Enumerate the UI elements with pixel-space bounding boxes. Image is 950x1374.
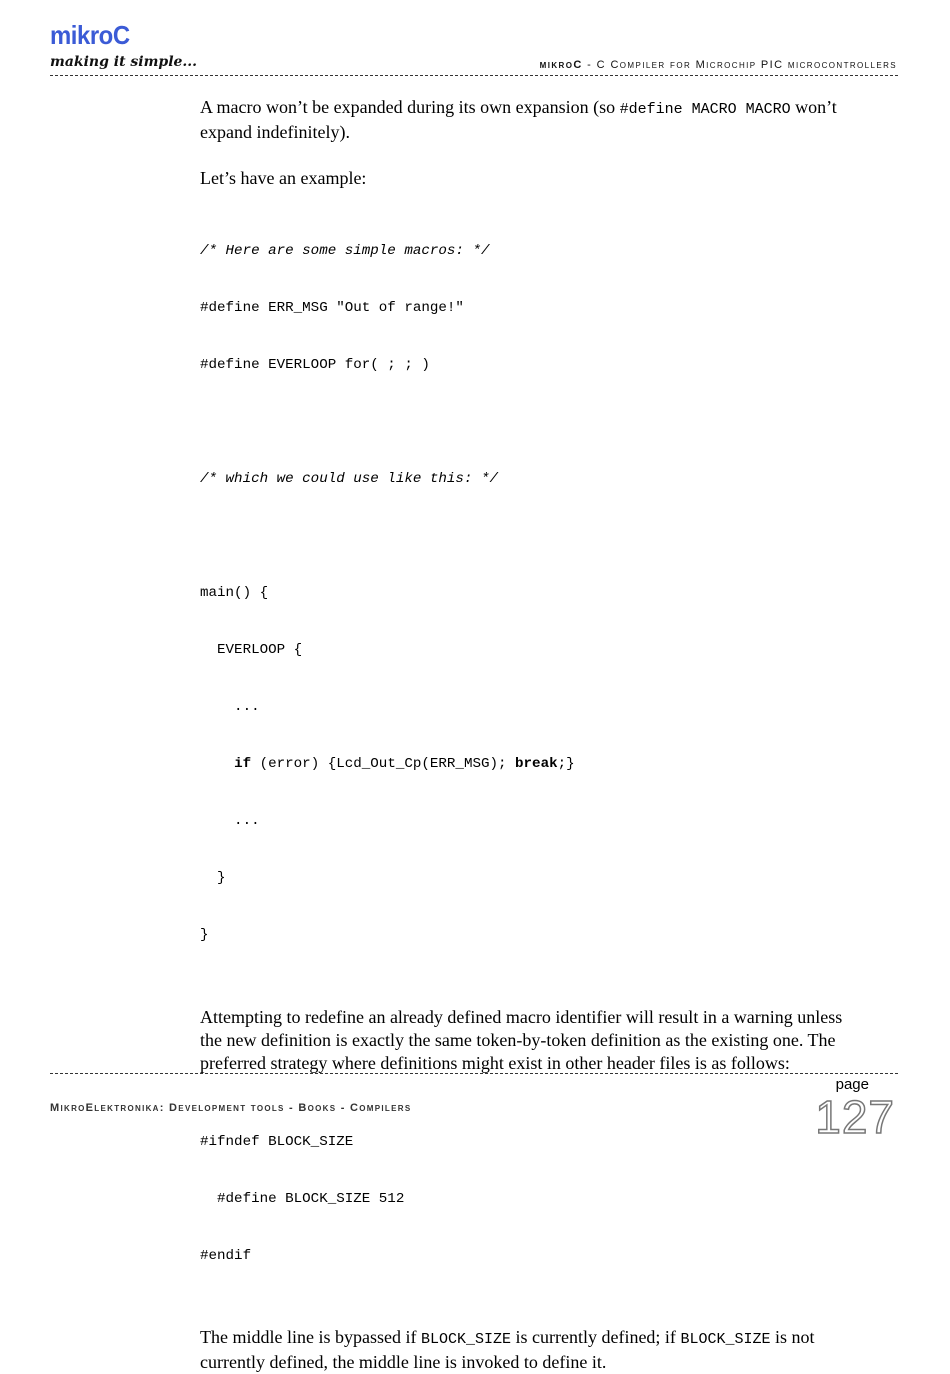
- page-number: 127: [815, 1091, 895, 1143]
- code-block-ifndef: [200, 1095, 850, 1304]
- page-content: [200, 96, 850, 1374]
- paragraph-middle-line: [200, 1326, 850, 1374]
- code-line: [200, 527, 850, 546]
- inline-code: BLOCK_SIZE: [680, 1331, 771, 1348]
- footer-text: MikroElektronika: Development tools - Books - Compilers: [50, 1102, 412, 1114]
- paragraph-text: won’t expand indefinitely).: [200, 97, 837, 142]
- code-line: }: [200, 870, 226, 886]
- mikroc-logo: mikroC: [50, 20, 130, 50]
- code-line: #endif: [200, 1248, 252, 1264]
- code-line: [200, 755, 850, 774]
- code-line: #define EVERLOOP for( ; ; ): [200, 357, 430, 373]
- paragraph-text: A macro won’t be expanded during its own expansion (so: [200, 97, 620, 117]
- code-line: main() {: [200, 585, 269, 601]
- paragraph-text: The middle line is bypassed if: [200, 1327, 421, 1347]
- code-text: ;}: [557, 756, 575, 772]
- inline-code: BLOCK_SIZE: [420, 1331, 511, 1348]
- header-title-brand: mikroC: [539, 59, 583, 71]
- tagline: making it simple...: [50, 54, 198, 70]
- page-label: page: [835, 1076, 869, 1093]
- code-line: ...: [200, 699, 260, 715]
- code-block-macros: [200, 204, 850, 983]
- code-indent: [200, 756, 234, 772]
- code-text: (error) {Lcd_Out_Cp(ERR_MSG);: [251, 756, 516, 772]
- code-keyword: break: [515, 756, 558, 772]
- paragraph-redefine-warning: Attempting to redefine an already defined macro identifier will result in a warning unless the new definition is exactly the same token-by-token definition as the existing one. The preferred strategy where definitions might exist in other header files is as follows:: [200, 1007, 843, 1073]
- code-line: [200, 413, 850, 432]
- code-keyword: if: [234, 756, 252, 772]
- paragraph-macro-expansion: [200, 96, 850, 144]
- code-line: /* Here are some simple macros: */: [200, 243, 490, 259]
- header-title-rest: - C Compiler for Microchip PIC microcontrollers: [582, 59, 897, 71]
- header-title: [540, 59, 897, 71]
- header-divider: [50, 75, 898, 76]
- code-line: #ifndef BLOCK_SIZE: [200, 1134, 354, 1150]
- code-line: #define BLOCK_SIZE 512: [200, 1191, 405, 1207]
- code-line: /* which we could use like this: */: [200, 471, 498, 487]
- footer-divider: [50, 1073, 898, 1074]
- paragraph-text: is currently defined; if: [510, 1327, 681, 1347]
- code-line: }: [200, 927, 209, 943]
- code-line: EVERLOOP {: [200, 642, 303, 658]
- inline-code: #define MACRO MACRO: [619, 101, 791, 118]
- code-line: ...: [200, 813, 260, 829]
- paragraph-example-intro: Let’s have an example:: [200, 168, 367, 188]
- paragraph-text: is not currently defined, the middle line is invoked to define it.: [200, 1327, 815, 1372]
- code-line: #define ERR_MSG "Out of range!": [200, 300, 464, 316]
